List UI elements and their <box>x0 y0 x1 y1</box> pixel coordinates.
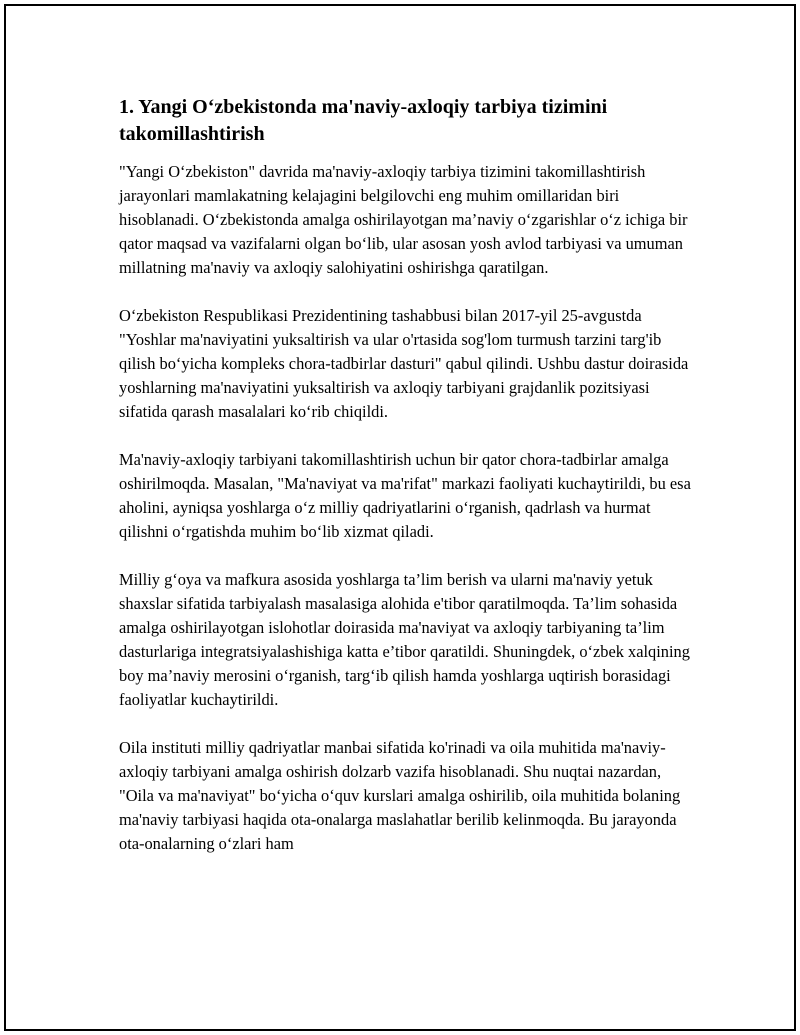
document-page <box>4 4 796 1031</box>
paragraph-4: Milliy g‘oya va mafkura asosida yoshlarga ta’lim berish va ularni ma'naviy yetuk shaxslar sifatida tarbiyalash masalasiga alohida e'tibor qaratilmoqda. Ta’lim sohasida amalga oshirilayotgan islohotlar doirasida ma'naviyat va axloqiy tarbiyaning ta’lim dasturlariga integratsiyalashishiga katta e’tibor qaratildi. Shuningdek, o‘zbek xalqining boy ma’naviy merosini o‘rganish, targ‘ib qilish hamda yoshlarga uqtirish borasidagi faoliyatlar kuchaytirildi. <box>119 570 690 709</box>
paragraph-2: O‘zbekiston Respublikasi Prezidentining tashabbusi bilan 2017-yil 25-avgustda "Yoshlar ma'naviyatini yuksaltirish va ular o'rtasida sog'lom turmush tarzini targ'ib qilish bo‘yicha kompleks chora-tadbirlar dasturi" qabul qilindi. Ushbu dastur doirasida yoshlarning ma'naviyatini yuksaltirish va axloqiy tarbiyani grajdanlik pozitsiyasi sifatida qarash masalalari ko‘rib chiqildi. <box>119 306 689 421</box>
paragraph-5: Oila instituti milliy qadriyatlar manbai sifatida ko'rinadi va oila muhitida ma'naviy-axloqiy tarbiyani amalga oshirish dolzarb vazifa hisoblanadi. Shu nuqtai nazardan, "Oila va ma'naviyat" bo‘yicha o‘quv kurslari amalga oshirilib, oila muhitida bolaning ma'naviy tarbiyasi haqida ota-onalarga maslahatlar berilib kelinmoqda. Bu jarayonda ota-onalarning o‘zlari ham <box>119 738 681 853</box>
paragraph-1: "Yangi O‘zbekiston" davrida ma'naviy-axloqiy tarbiya tizimini takomillashtirish jarayonlari mamlakatning kelajagini belgilovchi eng muhim omillaridan biri hisoblanadi. O‘zbekistonda amalga oshirilayotgan ma’naviy o‘zgarishlar o‘z ichiga bir qator maqsad va vazifalarni olgan bo‘lib, ular asosan yosh avlod tarbiyasi va umuman millatning ma'naviy va axloqiy salohiyatini oshirishga qaratilgan. <box>119 162 688 277</box>
paragraph-3: Ma'naviy-axloqiy tarbiyani takomillashtirish uchun bir qator chora-tadbirlar amalga oshirilmoqda. Masalan, "Ma'naviyat va ma'rifat" markazi faoliyati kuchaytirildi, bu esa aholini, ayniqsa yoshlarga o‘z milliy qadriyatlarini o‘rganish, qadrlash va hurmat qilishni o‘rgatishda muhim bo‘lib xizmat qiladi. <box>119 450 691 541</box>
document-body <box>119 94 697 880</box>
section-heading: 1. Yangi O‘zbekistonda ma'naviy-axloqiy tarbiya tizimini takomillashtirish <box>119 96 608 145</box>
